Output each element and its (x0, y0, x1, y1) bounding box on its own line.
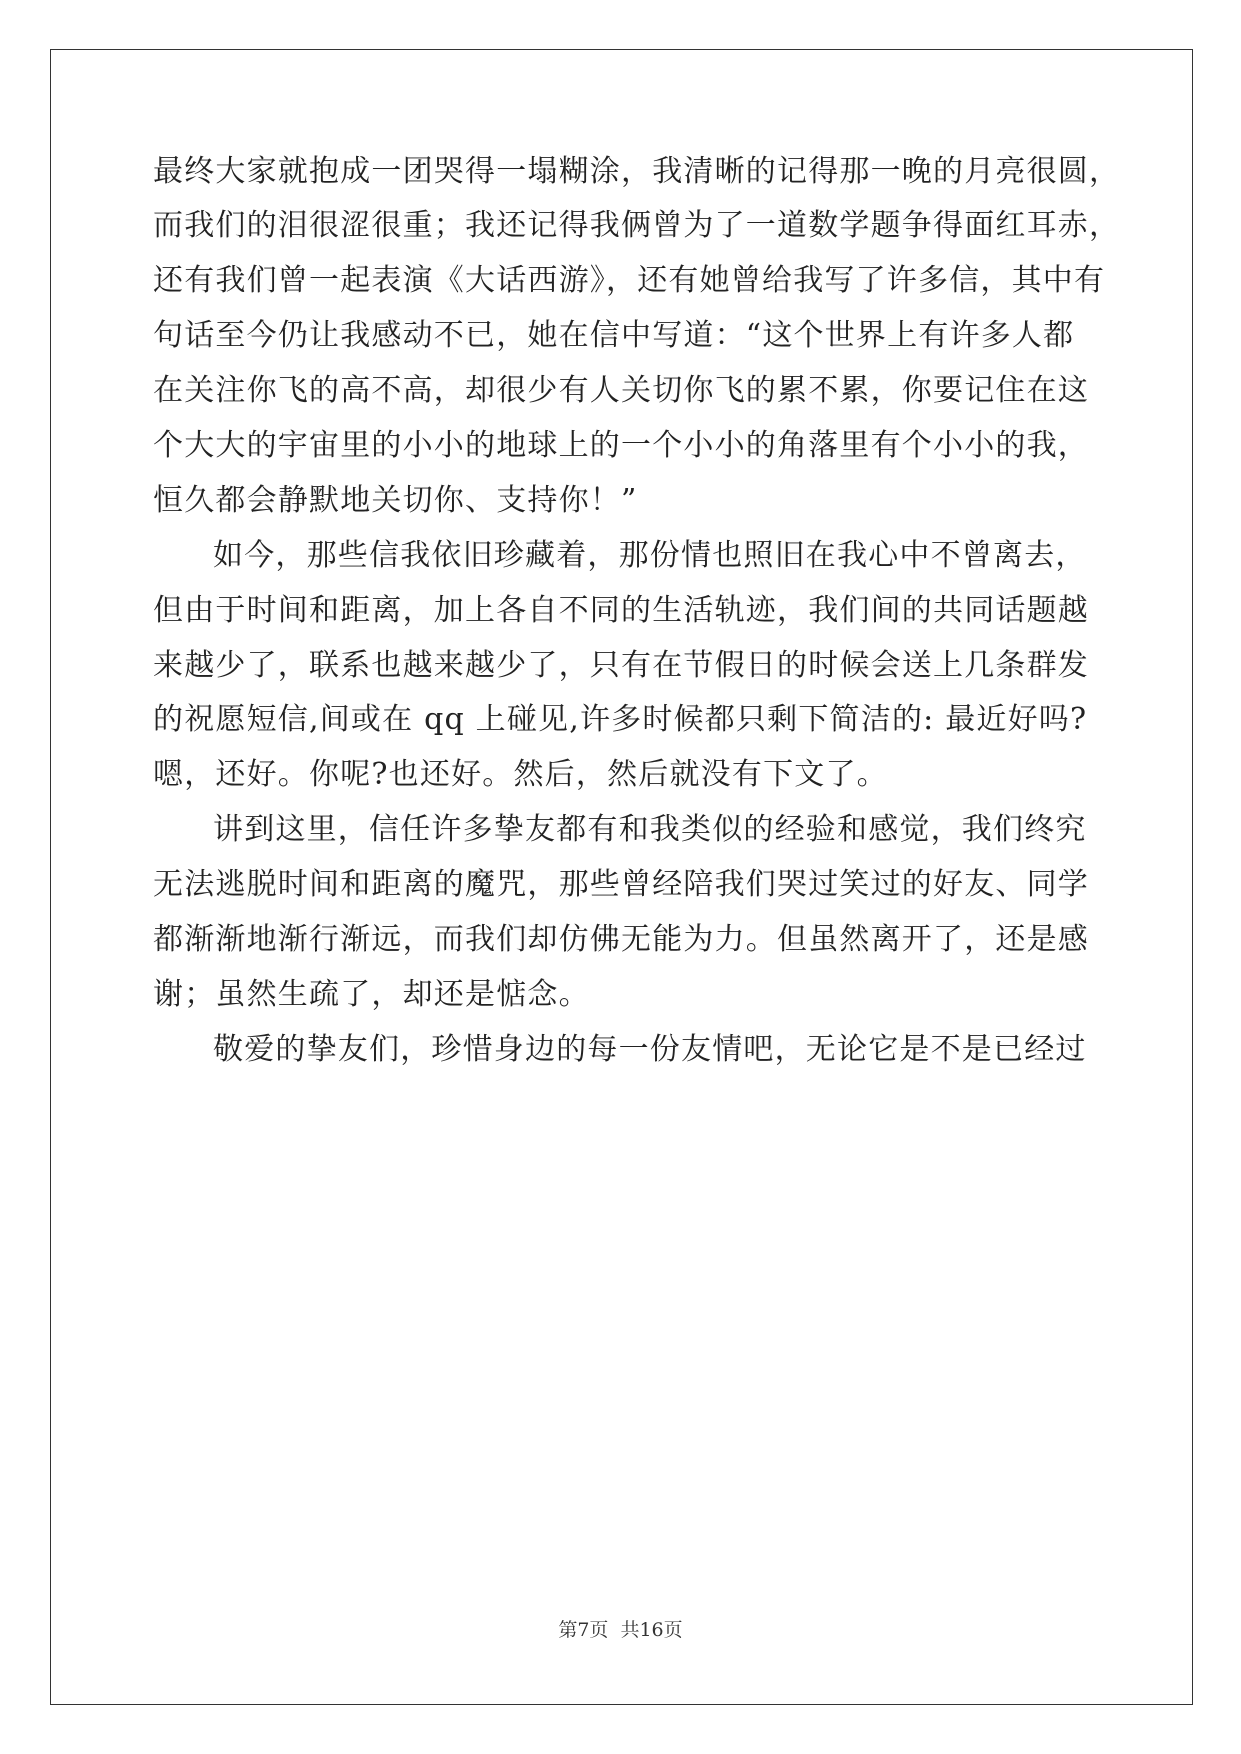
paragraph-start-line: 如今，那些信我依旧珍藏着，那份情也照旧在我心中不曾离去， (213, 538, 1087, 573)
paragraph-start-line: 讲到这里，信任许多挚友都有和我类似的经验和感觉，我们终究 (213, 812, 1087, 847)
text-line: 还有我们曾一起表演《大话西游》，还有她曾给我写了许多信，其中有 (153, 263, 1106, 298)
paragraph-start-line: 敬爱的挚友们，珍惜身边的每一份友情吧，无论它是不是已经过 (213, 1032, 1087, 1067)
text-line: 恒久都会静默地关切你、支持你！” (153, 483, 638, 518)
page-number: 第7页 (558, 1619, 609, 1641)
text-line: 而我们的泪很涩很重；我还记得我俩曾为了一道数学题争得面红耳赤， (153, 208, 1121, 243)
text-line: 但由于时间和距离，加上各自不同的生活轨迹，我们间的共同话题越 (153, 593, 1089, 628)
text-line: 嗯，还好。你呢?也还好。然后，然后就没有下文了。 (153, 757, 888, 792)
text-line: 的祝愿短信,间或在 qq 上碰见,许多时候都只剩下简洁的: 最近好吗? (153, 702, 1088, 737)
text-line: 无法逃脱时间和距离的魔咒，那些曾经陪我们哭过笑过的好友、同学 (153, 867, 1089, 902)
text-line: 个大大的宇宙里的小小的地球上的一个小小的角落里有个小小的我， (153, 428, 1089, 463)
text-line: 句话至今仍让我感动不已，她在信中写道：“这个世界上有许多人都 (153, 318, 1075, 353)
text-line: 谢；虽然生疏了，却还是惦念。 (153, 977, 590, 1012)
page-footer (0, 1618, 1241, 1642)
page-total: 共16页 (620, 1619, 683, 1641)
text-line: 来越少了，联系也越来越少了，只有在节假日的时候会送上几条群发 (153, 648, 1089, 683)
text-line: 在关注你飞的高不高，却很少有人关切你飞的累不累，你要记住在这 (153, 373, 1089, 408)
text-line: 最终大家就抱成一团哭得一塌糊涂，我清晰的记得那一晚的月亮很圆， (153, 154, 1121, 189)
text-line: 都渐渐地渐行渐远，而我们却仿佛无能为力。但虽然离开了，还是感 (153, 922, 1089, 957)
